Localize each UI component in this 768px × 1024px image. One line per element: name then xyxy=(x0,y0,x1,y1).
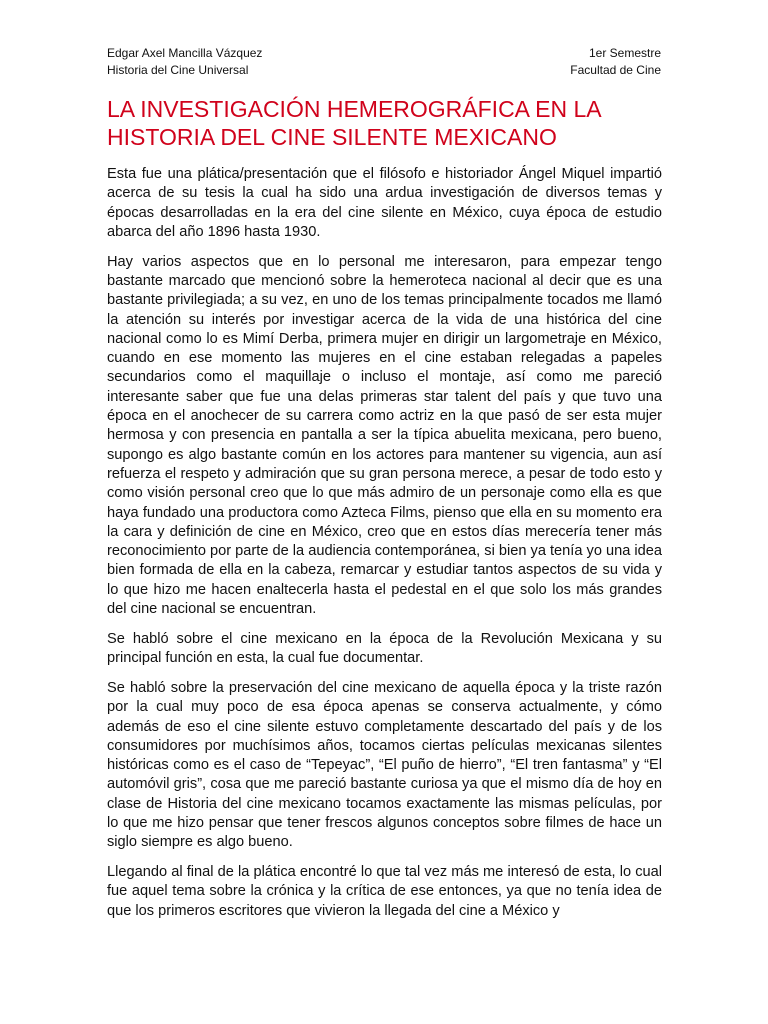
paragraph: Hay varios aspectos que en lo personal me interesaron, para empezar tengo bastante marcado que mencionó sobre la hemeroteca nacional al decir que es una bastante privilegiada; a su vez, en uno de los temas principalmente tocados me llamó la atención su interés por investigar acerca de la vida de una histórica del cine nacional como lo es Mimí Derba, primera mujer en dirigir un largometraje en México, cuando en ese momento las mujeres en el cine estaban relegadas a papeles secundarios como el maquillaje o incluso el montaje, así como me pareció interesante saber que fue una delas primeras star talent del país y que tuvo una época en el anochecer de su carrera como actriz en la que pasó de ser esta mujer hermosa y con presencia en pantalla a ser la típica abuelita mexicana, pero bueno, supongo es algo bastante común en los actores para mantener su vigencia, aun así refuerza el respeto y admiración que su gran persona merece, a pesar de todo esto y como visión personal creo que lo que más admiro de un personaje como ella es que haya fundado una productora como Azteca Films, pienso que ella en su momento era la cara y definición de cine en México, creo que en estos días merecería tener más reconocimiento por parte de la audiencia contemporánea, si bien ya tenía yo una idea bien formada de ella en la cabeza, remarcar y estudiar tantos aspectos de su vida y lo que hizo me hacen enaltecerla hasta el pedestal en el que solo los más grandes del cine nacional se encuentran. xyxy=(107,253,662,618)
document-body xyxy=(107,165,662,931)
page-header xyxy=(107,45,661,79)
paragraph: Esta fue una plática/presentación que el filósofo e historiador Ángel Miquel impartió acerca de su tesis la cual ha sido una ardua investigación de diversos temas y épocas desarrolladas en la era del cine silente en México, cuya época de estudio abarca del año 1896 hasta 1930. xyxy=(107,166,662,240)
paragraph: Llegando al final de la plática encontré lo que tal vez más me interesó de esta, lo cual fue aquel tema sobre la crónica y la crítica de ese entonces, ya que no tenía idea de que los primeros escritores que vivieron la llegada del cine a México y xyxy=(107,864,662,919)
document-title: LA INVESTIGACIÓN HEMEROGRÁFICA EN LA HISTORIA DEL CINE SILENTE MEXICANO xyxy=(107,96,601,150)
course-name: Historia del Cine Universal xyxy=(107,63,249,77)
semester-label: 1er Semestre xyxy=(588,46,661,60)
author-name: Edgar Axel Mancilla Vázquez xyxy=(107,46,263,60)
header-left xyxy=(107,45,262,79)
paragraph: Se habló sobre el cine mexicano en la época de la Revolución Mexicana y su principal función en esta, la cual fue documentar. xyxy=(107,630,662,667)
paragraph: Se habló sobre la preservación del cine mexicano de aquella época y la triste razón por la cual muy poco de esa época apenas se conserva actualmente, y cómo además de eso el cine silente estuvo completamente descartado del país y de los consumidores por muchísimos años, tocamos ciertas películas mexicanas silentes históricas como es el caso de “Tepeyac”, “El puño de hierro”, “El tren fantasma” y “El automóvil gris”, cosa que me pareció bastante curiosa ya que el mismo día de hoy en clase de Historia del cine mexicano tocamos exactamente las mismas películas, por lo que me hizo pensar que tener frescos algunos conceptos sobre filmes de hace un siglo siempre es algo bueno. xyxy=(107,679,662,851)
faculty-label: Facultad de Cine xyxy=(570,63,661,77)
header-right xyxy=(570,45,661,79)
